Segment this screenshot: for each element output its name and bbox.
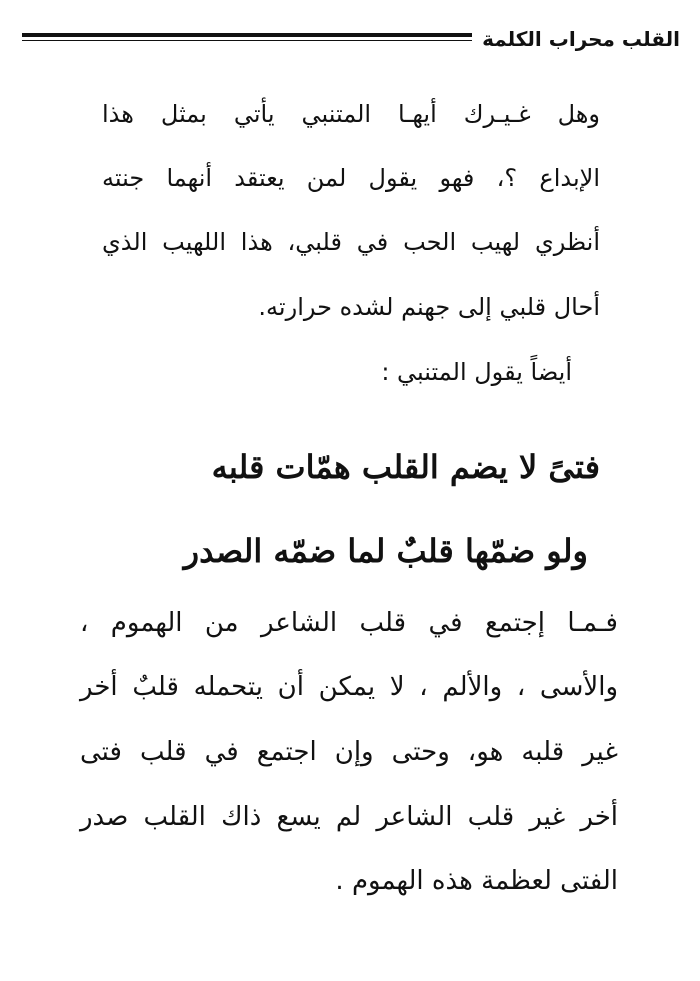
paragraph-1-line-1: وهل غـيـرك أيهـا المتنبي يأتي بمثل هذا <box>102 100 600 128</box>
verse-intro: أيضاً يقول المتنبي : <box>381 358 572 386</box>
paragraph-2-line-4: أخر غير قلب الشاعر لم يسع ذاك القلب صدر <box>80 802 618 832</box>
paragraph-2-line-5: الفتى لعظمة هذه الهموم . <box>335 866 618 896</box>
header-title: القلب محراب الكلمة <box>482 27 680 51</box>
running-header <box>22 24 680 54</box>
header-double-rule <box>22 33 472 45</box>
paragraph-1-line-4: أحال قلبي إلى جهنم لشده حرارته. <box>258 293 600 321</box>
paragraph-2-line-2: والأسى ، والألم ، لا يمكن أن يتحمله قلبٌ أخر <box>80 672 618 702</box>
verse-line-1: فتىً لا يضم القلب همّات قلبه <box>211 448 600 486</box>
paragraph-2-line-3: غير قلبه هو، وحتى وإن اجتمع في قلب فتى <box>80 737 618 767</box>
verse-line-2: ولو ضمّها قلبٌ لما ضمّه الصدر <box>183 532 588 570</box>
paragraph-1-line-3: أنظري لهيب الحب في قلبي، هذا اللهيب الذي <box>102 228 600 256</box>
paragraph-2-line-1: فـمـا إجتمع في قلب الشاعر من الهموم ، <box>80 608 618 638</box>
paragraph-1-line-2: الإبداع ؟، فهو يقول لمن يعتقد أنهما جنته <box>102 164 600 192</box>
